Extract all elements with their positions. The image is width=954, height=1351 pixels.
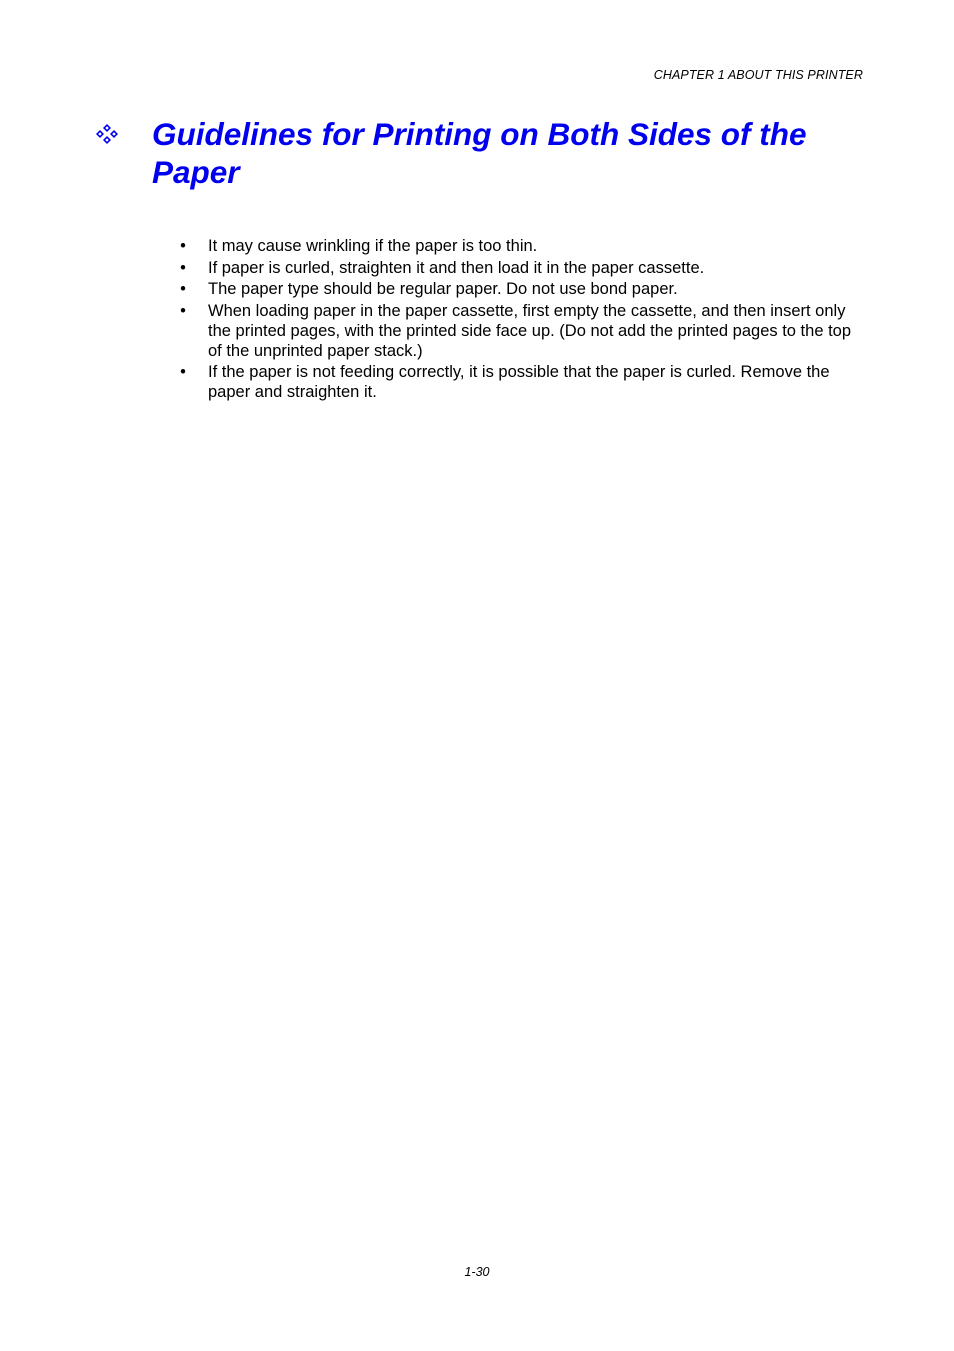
list-item-text: If the paper is not feeding correctly, it is possible that the paper is curled. Remove the paper and straighten it. [208, 363, 830, 401]
list-item-text: When loading paper in the paper cassette, first empty the cassette, and then insert only the printed pages, with the printed side face up. (Do not add the printed pages to the top of the unprinted paper stack.) [208, 301, 852, 360]
page-number: 1-30 [464, 1265, 490, 1279]
guideline-list [178, 236, 868, 404]
bullet-mark: • [180, 301, 186, 320]
list-item [178, 236, 868, 256]
list-item [178, 362, 868, 402]
section-heading [94, 115, 854, 191]
list-item [178, 258, 868, 278]
bullet-mark: • [180, 280, 186, 298]
list-item [178, 301, 868, 361]
running-header: CHAPTER 1 ABOUT THIS PRINTER [653, 68, 863, 82]
list-item-text: If paper is curled, straighten it and then load it in the paper cassette. [208, 258, 705, 277]
list-item-text: The paper type should be regular paper. Do not use bond paper. [208, 280, 678, 298]
list-item [178, 279, 868, 299]
page-title: Guidelines for Printing on Both Sides of the Paper [152, 116, 807, 190]
bullet-mark: • [180, 237, 186, 255]
bullet-mark: • [180, 363, 186, 381]
bullet-mark: • [180, 258, 186, 277]
list-item-text: It may cause wrinkling if the paper is too thin. [208, 237, 538, 255]
four-diamond-ornament-icon [94, 115, 152, 145]
